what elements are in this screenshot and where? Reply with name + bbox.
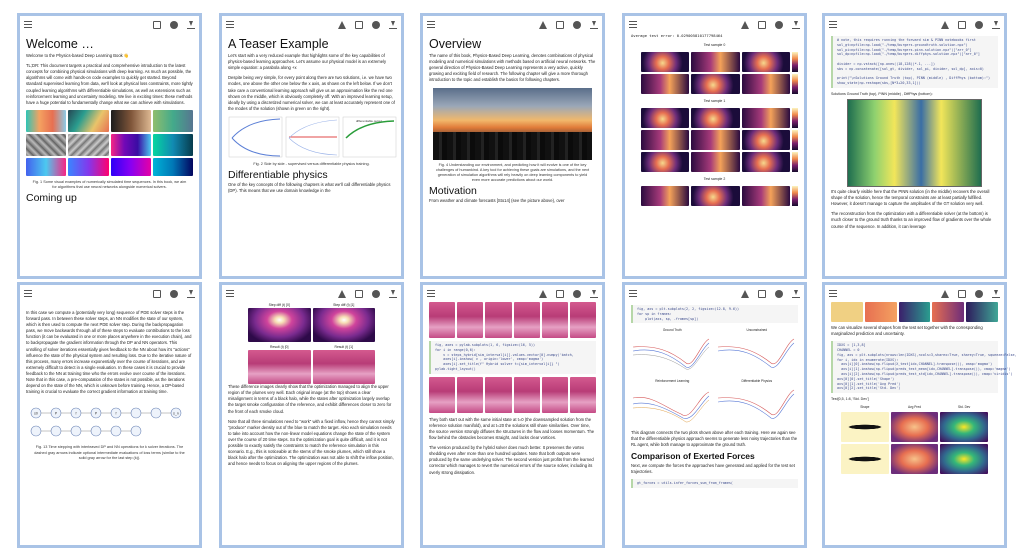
plot-cell: [313, 302, 376, 342]
diagram-node: s_n: [173, 411, 179, 416]
github-icon[interactable]: [975, 21, 983, 29]
heatmap: [691, 130, 739, 150]
download-icon[interactable]: [590, 21, 598, 29]
flow-image: [457, 377, 483, 413]
airfoil-image: [899, 302, 931, 322]
airfoil-shape: [841, 444, 889, 474]
teaser-plots: [228, 116, 395, 158]
plot-title: Result (t) [0]: [270, 345, 289, 350]
toolbar: [825, 285, 1004, 302]
download-icon[interactable]: [792, 290, 800, 298]
diagram-node: P: [54, 411, 58, 416]
paragraph: In this case we compute a (potentially very long) sequence of PDE solver steps in the forward pass. In between these solver steps, an NN modifies the state of our system, which is then used to compute the next PDE solver step. During the backpropagation pass, we move backwards through all of these steps to evaluate contributions to the loss function (it can be evaluated in one or more places anywhere in the execution chain), and to backpropagate the gradient information through the DP and NN operators. This unrolling of solver iterations essentially gives feedback to the NN about how it's "actions" influence the state of the physical system and resulting loss. Due to the iterative nature of this process, many errors increase exponentially over the course of iterations, and are extremely difficult to detect in a single evaluation. In these cases it is crucial to provide feedback to the NN at training time who the errors evolve over course of the iterations. Note that in this case, a pre-computation of the states is not possible, as the iterations depend on the state of the NN, which is unknown before training. Hence, a DP-based training is crucial to evaluate the correct gradient information at training time.: [26, 310, 192, 395]
code-cell[interactable]: gt_forces = utils.infer_forces_sum_from_frames(: [631, 479, 798, 488]
page-title: Overview: [429, 37, 482, 51]
plot-title: Reinforcement Learning: [655, 378, 690, 383]
fullscreen-icon[interactable]: [355, 290, 363, 298]
section-heading: Coming up: [26, 192, 77, 205]
heatmap-grid-1: [631, 108, 798, 172]
toolbar: [625, 285, 804, 302]
page-panel-rl-comparison: [622, 282, 807, 548]
flow-image: [485, 302, 511, 338]
plot-cell: [631, 378, 714, 426]
fullscreen-icon[interactable]: [758, 290, 766, 298]
plot-title: Step diff (t) [1]: [333, 303, 355, 307]
colorbar: [792, 74, 798, 94]
airfoil-grid: [841, 404, 988, 474]
github-icon[interactable]: [775, 290, 783, 298]
paragraph: We can visualize several shapes from the test set together with the corresponding marginalized prediction and uncertainty.: [831, 325, 983, 337]
download-icon[interactable]: [992, 290, 1000, 298]
toolbar: [222, 285, 401, 302]
code-cell[interactable]: IDXS = [1,3,8] CHANNEL = 0 fig, axs = plt.subplots(nrows=len(IDXS),ncols=3,sharex=True, sharey=True, squeeze=False, for i, idx in enumerate(IDXS): axs[i][0].imshow(np.flipud(X_test[idx,CHANNEL].transpose()), cmap='magma') axs[i][1].imshow(np.flipud(preds_test_mean[idx,CHANNEL].transpose()), cmap='magma') axs[i][2].imshow(np.flipud(preds_test_std[idx,CHANNEL].transpose()), cmap='viridis') axs[0][0].set_title('Shape') axs[0][1].set_title('Avg Pred') axs[0][2].set_title('Std. Dev'): [831, 341, 998, 393]
plot-cell: [716, 378, 799, 426]
sample-title: Test sample 0: [703, 43, 726, 48]
paragraph: Let's start with a very reduced example that highlights some of the key capabilities of physics-based learning approaches. Let's assume our physical model is an extremely simple equation: a parabola along +x: [228, 53, 387, 71]
menu-icon[interactable]: [427, 290, 435, 297]
heatmap: [691, 152, 739, 172]
preview-strip: [831, 302, 998, 322]
colorbar: [792, 108, 798, 128]
heatmap: [742, 152, 790, 172]
flow-image: [514, 377, 540, 413]
plot-title: Step diff (t) [0]: [268, 303, 290, 307]
sim-image: [68, 134, 108, 156]
github-icon[interactable]: [775, 21, 783, 29]
paragraph: The reconstruction from the optimization with a differentiable solver (at the bottom) is much closer to the ground truth thanks to an improved flow of gradients over the whole course of the sequence. In addition, it can leverage: [831, 211, 992, 229]
rocket-icon[interactable]: [539, 21, 547, 29]
trajectory-plot: [631, 384, 711, 424]
section-heading: Differentiable physics: [228, 169, 328, 182]
fullscreen-icon[interactable]: [355, 21, 363, 29]
airfoil-image: [865, 302, 897, 322]
heatmap-grid-2: [631, 186, 798, 206]
heatmap: [691, 74, 739, 94]
dp-nn-diagram: [26, 399, 196, 441]
colorbar: [792, 186, 798, 206]
sim-image: [153, 158, 193, 176]
github-icon[interactable]: [170, 290, 178, 298]
plume-image: [313, 308, 376, 342]
flow-image: [542, 302, 568, 338]
sim-image: [68, 110, 108, 132]
flow-image: [570, 377, 596, 413]
diagram-node: f: [75, 411, 77, 416]
rocket-icon[interactable]: [338, 21, 346, 29]
paragraph: This diagram connects the two plots shown above after each training. Here we again see that the differentiable physics approach seems to generate less noisy trajectories than the RL agent, while both manage to approximate the ground truth.: [631, 429, 798, 447]
paragraph: The name of this book, Physics-Based Deep Learning, denotes combinations of physical modeling and numerical simulations with methods based on artificial neural networks. The general direction of Physics-Based Deep Learning represents a very active, quickly growing and exciting field of research. The following chapter will give a more thorough introduction to the topic and establish the basics for following chapters.: [429, 53, 596, 83]
paragraph: These difference images clearly show that the optimization managed to align the upper region of the plumes very well. Each original image (at the top) shows a clear misalignment in terms of a black halo, while the states after optimization largely overlap the target smoke configuration of the reference, and exhibit differences closer to zero for the front of each smoke cloud.: [228, 384, 392, 414]
diagram-node: f: [115, 411, 117, 416]
sample-title: Test sample 2: [703, 177, 726, 182]
column-title: Shape: [860, 405, 870, 410]
plot-cell: [716, 327, 799, 375]
paragraph: Next, we compute the forces the approaches have generated and applied for the test set trajectories.: [631, 463, 795, 475]
heatmap: [641, 74, 689, 94]
heatmap: [742, 130, 790, 150]
github-icon[interactable]: [573, 21, 581, 29]
plot-cell: [631, 327, 714, 375]
fullscreen-icon[interactable]: [556, 21, 564, 29]
sim-image: [111, 110, 151, 132]
colorbar: [792, 52, 798, 72]
menu-icon[interactable]: [829, 21, 837, 28]
rocket-icon[interactable]: [941, 290, 949, 298]
plume-image: [248, 308, 311, 342]
menu-icon[interactable]: [24, 290, 32, 297]
page-panel-unrolling: [17, 282, 202, 548]
figure-caption: Fig. 1 Some visual examples of numerically simulated time sequences. In this book, we aim for algorithms that use neural networks alongside numerical solvers.: [32, 179, 187, 190]
trajectory-plot: [716, 333, 796, 373]
colorbar: [792, 152, 798, 172]
github-icon[interactable]: [975, 290, 983, 298]
toolbar: [20, 285, 199, 302]
city-sunset-image: [433, 88, 592, 160]
toolbar: [625, 16, 804, 33]
solution-heatmap: [847, 99, 982, 187]
paragraph: Despite being very simple, for every point along there are two solutions, i.e. we have two modes, one above the other one below the x axis, as shown on the left below. If we don't take care a conventional learning approach will give us an approximation like the red one shown on the middle, which is obviously completely off. With an improved learning setup, ideally by using a discretized numerical solver, we can at least accurately represent one of the modes of the solution (shown in green on the right).: [228, 75, 395, 111]
column-title: Avg Pred: [907, 405, 922, 410]
plot-cell: [248, 344, 311, 384]
sim-image: [68, 158, 108, 176]
plot-title: Result (t) [1]: [334, 345, 353, 350]
download-icon[interactable]: [389, 290, 397, 298]
github-icon[interactable]: [170, 21, 178, 29]
flow-image: [514, 302, 540, 338]
trajectory-plot: [716, 384, 796, 424]
download-icon[interactable]: [992, 21, 1000, 29]
sim-image: [26, 110, 66, 132]
sim-image: [111, 158, 151, 176]
heatmap: [641, 152, 689, 172]
heatmap: [742, 74, 790, 94]
sim-image: [111, 134, 151, 156]
menu-icon[interactable]: [629, 21, 637, 28]
rocket-icon[interactable]: [741, 21, 749, 29]
plot-title: Solutions Ground Truth (top), PINN (middle) , DiffPhys (bottom):: [831, 91, 933, 96]
plot-title: Differentiable Physics: [741, 378, 773, 383]
github-icon[interactable]: [372, 290, 380, 298]
section-heading: Comparison of Exerted Forces: [631, 451, 755, 462]
heatmap: [691, 52, 739, 72]
diagram-node: P: [94, 411, 98, 416]
page-title: A Teaser Example: [228, 37, 329, 51]
paragraph: They both start out with the same initial state at t=0 (the downsampled solution from the reference solution manifold), and at t=20 the solutions still share similarities. Over time, the source version strongly diffuses the structures in the flow and looses momentum. The flow behind the obstacles becomes straight, and lacks clear vortices.: [429, 416, 595, 441]
heatmap-grid-0: [631, 52, 798, 94]
tldr-text: TL;DR: This document targets a practical and comprehensive introduction to the latest concepts for combining physical simulations with deep learning. As much as possible, the algorithms will come with hands-on code examples to quickly get started. Beyond standard supervised learning from data, we'll look at physical loss constraints, more tightly coupled learning algorithms with differentiable simulations, as well as extensions such as reinforcement learning and uncertainty modeling. We live in exciting times: these methods have a huge potential to fundamentally change what we can achieve with simulations.: [26, 63, 193, 105]
airfoil-avg-pred: [891, 412, 939, 442]
output-text: Average test error: 0.029005810177798464: [631, 33, 723, 38]
airfoil-avg-pred: [891, 444, 939, 474]
fullscreen-icon[interactable]: [556, 290, 564, 298]
sim-image: [26, 158, 66, 176]
menu-icon[interactable]: [829, 290, 837, 297]
airfoil-image: [831, 302, 863, 322]
download-icon[interactable]: [792, 21, 800, 29]
heatmap: [691, 108, 739, 128]
flow-image: [485, 377, 511, 413]
sim-image: [153, 134, 193, 156]
paragraph: The version produced by the hybrid solver does much better. It preserves the vortex shedding even after more than one hundred updates. Note that both outputs were produced by the same underlying solver. The second version just profits from the learned corrector which manages to revert the numerical errors of the source solver, including its overly strong dissipation.: [429, 445, 594, 475]
heatmap: [641, 130, 689, 150]
code-cell[interactable]: fig, axes = pylab.subplots(1, 6, figsize=(16, 5)) for i in range(0,6): v = steps_hybrid[sim_interval[i]].values.vector[0].numpy('batch, axes[i].imshow( v , origin='lower', cmap='magma') axes[i].set_title(f" Hybrid solver t={sim_interval[i]} ") pylab.tight_layout(): [429, 341, 596, 374]
plot-supervised: [228, 116, 283, 158]
figure-caption: Fig. 2 Side by side - supervised versus differentiable physics training.: [253, 161, 370, 166]
figure-caption: Fig. 4 Understanding our environment, and predicting how it will evolve is one of the key challenges of humankind. A key tool for achieving these goals are simulations, and the next generation of simulation algorithms will rely heavily on deep learning components to yield even more accurate predictions about our world.: [435, 162, 590, 183]
sample-title: Test sample 1: [703, 99, 726, 104]
paragraph: It's quite clearly visible here that the PINN solution (in the middle) recovers the overall shape of the solution, hence the temporal constraints are at least partially fulfilled. However, it doesn't manage to capture the amplitudes of the GT solution very well.: [831, 189, 990, 207]
download-icon[interactable]: [590, 290, 598, 298]
plot-cell: [248, 302, 311, 342]
fullscreen-icon[interactable]: [153, 290, 161, 298]
rocket-icon[interactable]: [539, 290, 547, 298]
airfoil-image: [966, 302, 998, 322]
download-icon[interactable]: [389, 21, 397, 29]
page-title: Welcome …: [26, 37, 94, 51]
sim-image: [26, 134, 66, 156]
paragraph: Note that all three simulations need to "work" with a fixed inflow, hence they cannot simply "produce" marker density out of the blue to match the target. Also each simulation needs to take into account how the non-linear model equations change the state of the system over the course of 20 time steps. So the optimization goal is quite difficult, and it is not possible to exactly satisfy the constraints to match the reference simulation in this scenario. E.g., this is noticeable at the stems of the smoke plumes, which still show a black halo after the optimization. The optimization was not able to shift the inflow position, and hence needs to focus on aligning the upper regions of the plumes.: [228, 418, 395, 467]
flow-image: [570, 302, 596, 338]
fullscreen-icon[interactable]: [958, 21, 966, 29]
plot-title: Ground Truth: [662, 328, 682, 333]
plume-image: [248, 350, 311, 384]
figure-title: Test[0,5, 1:8, 'Std. Dev']: [831, 397, 869, 402]
source-solver-strip: [429, 302, 596, 338]
page-panel-welcome: [17, 13, 202, 279]
diagram-node: s0: [34, 411, 38, 416]
page-panel-burgers: [822, 13, 1007, 279]
heatmap: [641, 186, 689, 206]
toolbar: [20, 16, 199, 33]
page-panel-test-samples: [622, 13, 807, 279]
colorbar: [792, 130, 798, 150]
trajectory-plot: [631, 333, 711, 373]
heatmap: [641, 108, 689, 128]
plume-image: [313, 350, 376, 384]
page-panel-uncertainty: [822, 282, 1017, 548]
flow-image: [429, 302, 455, 338]
sim-image: [153, 110, 193, 132]
toolbar: [423, 16, 602, 33]
menu-icon[interactable]: [226, 21, 234, 28]
airfoil-shape: [841, 412, 889, 442]
section-heading: Motivation: [429, 185, 477, 198]
page-panel-smoke-plumes: [219, 282, 404, 548]
toolbar: [423, 285, 602, 302]
menu-icon[interactable]: [427, 21, 435, 28]
github-icon[interactable]: [372, 21, 380, 29]
plot-nn-output: [285, 116, 340, 158]
download-icon[interactable]: [187, 290, 195, 298]
github-icon[interactable]: [573, 290, 581, 298]
heatmap: [742, 186, 790, 206]
trajectory-plots: [631, 327, 798, 425]
fullscreen-icon[interactable]: [153, 21, 161, 29]
flow-image: [429, 377, 455, 413]
intro-text: Welcome to the Physics-based Deep Learning Book 👋: [26, 53, 130, 59]
sim-image-grid: [26, 110, 193, 176]
heatmap: [742, 52, 790, 72]
toolbar: [222, 16, 401, 33]
airfoil-std-dev: [940, 412, 988, 442]
rocket-icon[interactable]: [338, 290, 346, 298]
figure-caption: Fig. 13 Time stepping with interleaved DP and NN operations for k solver iterations. The dashed gray arrows indicate optional intermediate evaluations of loss terms (similar to the solid gray arrow for the last step (k)).: [34, 445, 185, 460]
rocket-icon[interactable]: [741, 290, 749, 298]
hybrid-solver-strip: [429, 377, 596, 413]
plot-cell: [313, 344, 376, 384]
page-panel-overview: [420, 13, 605, 279]
menu-icon[interactable]: [629, 290, 637, 297]
heatmap: [742, 108, 790, 128]
plot-title: Unconstrained: [746, 328, 768, 333]
fullscreen-icon[interactable]: [958, 290, 966, 298]
menu-icon[interactable]: [226, 290, 234, 297]
plot-title: differentiable output: [355, 118, 383, 123]
airfoil-std-dev: [940, 444, 988, 474]
page-panel-hybrid-solver: [420, 282, 605, 548]
code-cell[interactable]: # note, this requires running the forward sim & PINN notebooks first sol_gt=npfile=np.load("./temp/burgers-groundtruth-solution.npz") sol_pi=npfile=np.load("./temp/burgers-pinn-solution.npz")["arr_0"] sol_dp=npfile=np.load("./temp/burgers-diffphys-solution.npz")["arr_0"] divider = np.vstack([np.ones((18,128))*-1, ...]) sbs = np.concatenate([sol_gt, divider, sol_pi, divider, sol_dp], axis=0) print("\nSolutions Ground Truth (top), PINN (middle) , DiffPhys (bottom):") show_state(np.reshape(sbs,[N*3+20,33,1])): [831, 36, 998, 88]
toolbar: [825, 16, 1004, 33]
download-icon[interactable]: [187, 21, 195, 29]
heatmap: [691, 186, 739, 206]
flow-image: [542, 377, 568, 413]
fullscreen-icon[interactable]: [758, 21, 766, 29]
heatmap: [641, 52, 689, 72]
rocket-icon[interactable]: [941, 21, 949, 29]
column-title: Std. Dev: [958, 405, 971, 410]
airfoil-image: [932, 302, 964, 322]
code-cell[interactable]: fig, axs = plt.subplots(2, 2, figsize=(12.8, 9.6)) for sp in frames: plot(axs, sp, -frames[sp]): [631, 305, 798, 323]
flow-image: [457, 302, 483, 338]
page-panel-teaser: [219, 13, 404, 279]
paragraph: From weather and climate forecasts [Sto14] (see the picture above), over: [429, 198, 565, 204]
paragraph: One of the key concepts of the following chapters is what we'll call differentiable physics (DP). This means that we use domain knowledge in the: [228, 182, 391, 194]
plume-grid: [248, 302, 375, 384]
menu-icon[interactable]: [24, 21, 32, 28]
plot-differentiable: [342, 116, 397, 158]
